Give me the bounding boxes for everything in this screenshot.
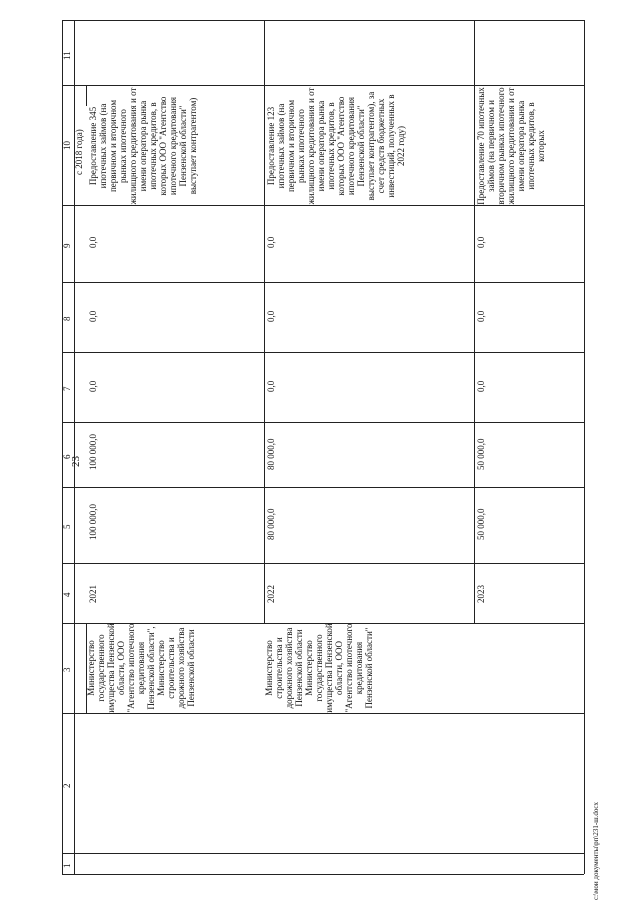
col-number-6: 6: [62, 454, 72, 459]
col-number-7: 7: [62, 386, 72, 391]
header-continuation: с 2018 года): [74, 129, 84, 175]
value-col6-2023: 50 000,0: [476, 438, 486, 470]
value-col7-2021: 0,0: [88, 380, 98, 392]
value-col8-2021: 0,0: [88, 310, 98, 322]
value-col7-2023: 0,0: [476, 380, 486, 392]
value-col6-2021: 100 000,0: [88, 434, 98, 470]
value-col5-2021: 100 000,0: [88, 504, 98, 540]
value-col8-2022: 0,0: [266, 310, 276, 322]
value-col5-2022: 80 000,0: [266, 508, 276, 540]
footer-file-path: c:\мои документы\рп\231-ш.docx: [592, 802, 600, 900]
col-number-4: 4: [62, 592, 72, 597]
value-col8-2023: 0,0: [476, 310, 486, 322]
col-number-10: 10: [62, 141, 72, 150]
value-col7-2022: 0,0: [266, 380, 276, 392]
result-cell-2023: Предоставление 70 ипотечных займов (на первичном и вторичном рынках ипотечного жилищного кредитования и от имени оператора рынка ипотечных кредитов, в которых: [476, 87, 546, 205]
executor-cell-2022: Министерство строительства и дорожного хозяйства Пензенской области Министерство государственного имущества Пензенской области, ООО "Агентство ипотечного кредитования Пензенской области": [264, 623, 374, 713]
col-number-2: 2: [62, 783, 72, 788]
value-col9-2023: 0,0: [476, 236, 486, 248]
value-col5-2023: 50 000,0: [476, 508, 486, 540]
col-number-1: 1: [62, 863, 72, 868]
result-cell-2022: Предоставление 123 ипотечных займов (на первичном и вторичном рынках ипотечного жилищного кредитования и от имени оператора рынка ипотечных кредитов, в которых ООО "Агентство ипотечного кредитования Пензенской области" выступает контрагентом), за счет средств бюджетных инвестиций, полученных в 2022 году): [266, 87, 406, 205]
col-number-3: 3: [62, 667, 72, 672]
year-2021: 2021: [88, 585, 98, 603]
result-cell-2021: Предоставление 345 ипотечных займов (на первичном и вторичном рынках ипотечного жилищного кредитования и от имени оператора рынка ипотечных кредитов, в которых ООО "Агентство ипотечного кредитования Пензенской области" выступает контрагентом): [88, 87, 198, 205]
value-col6-2022: 80 000,0: [266, 438, 276, 470]
col-number-8: 8: [62, 316, 72, 321]
col-number-11: 11: [62, 51, 72, 60]
value-col9-2022: 0,0: [266, 236, 276, 248]
executor-cell-2021: Министерство государственного имущества Пензенской области, ООО "Агентство ипотечного кредитования Пензенской области", Министерство строительства и дорожного хозяйства Пензенской области: [86, 623, 196, 713]
page-number: 23: [70, 456, 82, 467]
year-2023: 2023: [476, 585, 486, 603]
col-number-5: 5: [62, 524, 72, 529]
year-2022: 2022: [266, 585, 276, 603]
value-col9-2021: 0,0: [88, 236, 98, 248]
col-number-9: 9: [62, 243, 72, 248]
